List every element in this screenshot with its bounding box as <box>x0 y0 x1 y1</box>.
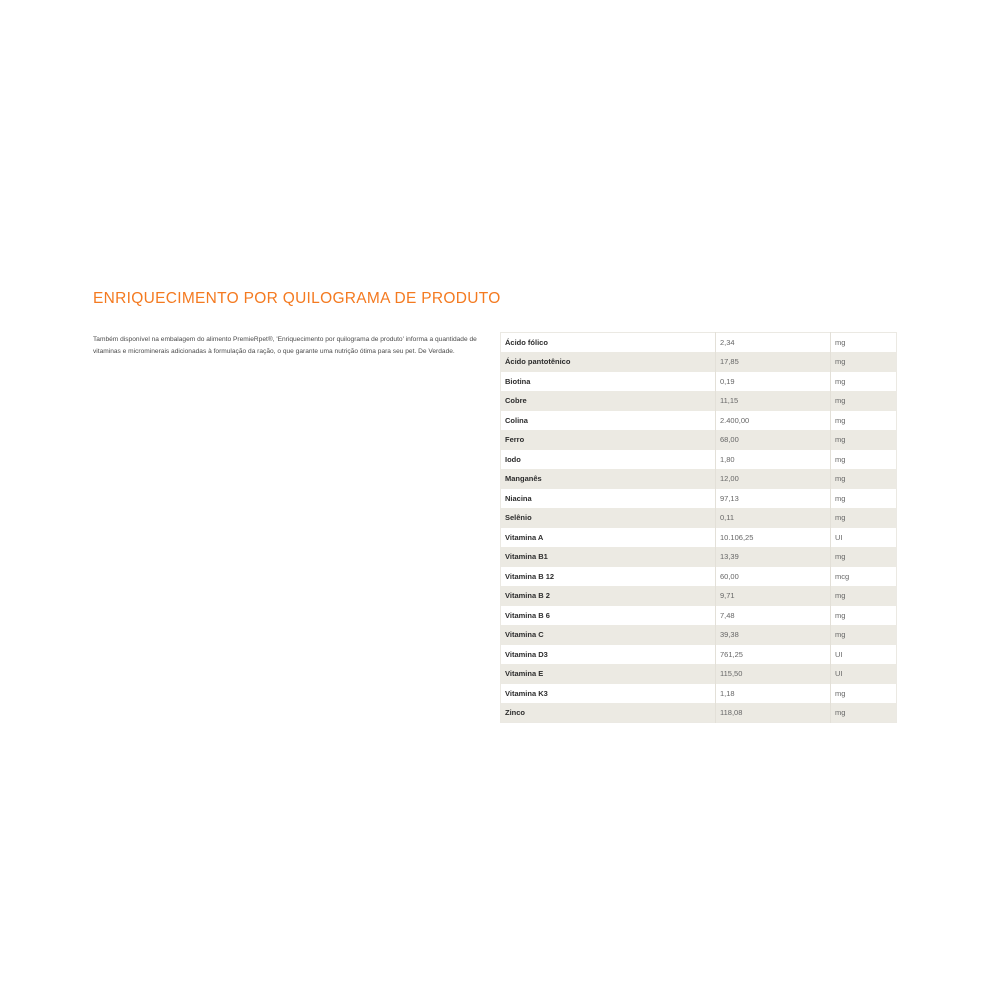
nutrient-unit: mg <box>835 630 846 640</box>
nutrient-unit: mg <box>835 552 846 562</box>
nutrient-value: 2,34 <box>716 333 831 353</box>
nutrient-name: Vitamina B 2 <box>501 586 716 606</box>
nutrient-name: Vitamina C <box>501 625 716 645</box>
nutrient-unit: mg <box>835 474 846 484</box>
section-description: Também disponível na embalagem do alimento PremieRpet®, 'Enriquecimento por quilograma de produto' informa a quantidade de vitaminas e microminerais adicionadas à formulação da ração, o que garante uma nutrição ótima para seu pet. De Verdade. <box>93 336 477 355</box>
nutrient-unit: mg <box>835 357 846 367</box>
nutrient-unit: mg <box>835 493 846 503</box>
nutrient-value: 1,80 <box>716 450 831 470</box>
nutrient-unit: UI <box>835 649 843 659</box>
table-row <box>501 528 897 548</box>
nutrient-unit: mg <box>835 688 846 698</box>
nutrient-name: Cobre <box>501 391 716 411</box>
table-row <box>501 333 897 353</box>
nutrient-value: 68,00 <box>716 430 831 450</box>
table-row <box>501 430 897 450</box>
table-row <box>501 625 897 645</box>
nutrient-value: 10.106,25 <box>716 528 831 548</box>
nutrient-value: 9,71 <box>716 586 831 606</box>
nutrient-name: Vitamina D3 <box>501 645 716 665</box>
table-row <box>501 645 897 665</box>
nutrient-value: 11,15 <box>716 391 831 411</box>
nutrient-name: Niacina <box>501 489 716 509</box>
nutrient-unit: UI <box>835 669 843 679</box>
nutrient-name: Ácido fólico <box>501 333 716 353</box>
nutrient-value: 1,18 <box>716 684 831 704</box>
nutrient-unit: UI <box>835 532 843 542</box>
table-row <box>501 703 897 723</box>
nutrient-name: Biotina <box>501 372 716 392</box>
nutrient-name: Vitamina B 12 <box>501 567 716 587</box>
nutrient-value: 115,50 <box>716 664 831 684</box>
table-row <box>501 606 897 626</box>
nutrient-name: Selênio <box>501 508 716 528</box>
nutrient-name: Manganês <box>501 469 716 489</box>
nutrient-value: 13,39 <box>716 547 831 567</box>
nutrient-name: Vitamina B1 <box>501 547 716 567</box>
nutrient-unit: mg <box>835 513 846 523</box>
nutrient-value: 2.400,00 <box>716 411 831 431</box>
nutrient-unit: mcg <box>835 571 850 581</box>
table-row <box>501 508 897 528</box>
table-row <box>501 684 897 704</box>
nutrient-name: Vitamina A <box>501 528 716 548</box>
table-row <box>501 469 897 489</box>
nutrient-unit: mg <box>835 435 846 445</box>
nutrient-value: 39,38 <box>716 625 831 645</box>
nutrient-name: Zinco <box>501 703 716 723</box>
nutrient-unit: mg <box>835 376 846 386</box>
nutrient-unit: mg <box>835 396 846 406</box>
nutrient-value: 12,00 <box>716 469 831 489</box>
table-row <box>501 547 897 567</box>
nutrient-value: 60,00 <box>716 567 831 587</box>
nutrition-table <box>500 332 897 723</box>
nutrient-value: 761,25 <box>716 645 831 665</box>
table-row <box>501 489 897 509</box>
nutrient-unit: mg <box>835 708 846 717</box>
section-title: ENRIQUECIMENTO POR QUILOGRAMA DE PRODUTO <box>93 290 501 307</box>
nutrient-value: 7,48 <box>716 606 831 626</box>
nutrient-name: Vitamina E <box>501 664 716 684</box>
table-row <box>501 586 897 606</box>
nutrient-name: Ácido pantotênico <box>501 352 716 372</box>
nutrient-unit: mg <box>835 454 846 464</box>
nutrient-name: Vitamina B 6 <box>501 606 716 626</box>
table-row <box>501 567 897 587</box>
nutrient-unit: mg <box>835 338 846 347</box>
enrichment-section <box>93 290 898 717</box>
table-row <box>501 391 897 411</box>
nutrient-name: Colina <box>501 411 716 431</box>
nutrient-unit: mg <box>835 415 846 425</box>
nutrient-name: Ferro <box>501 430 716 450</box>
nutrient-value: 0,19 <box>716 372 831 392</box>
nutrient-value: 0,11 <box>716 508 831 528</box>
nutrient-unit: mg <box>835 610 846 620</box>
table-row <box>501 372 897 392</box>
table-row <box>501 450 897 470</box>
nutrition-table-body <box>501 333 897 723</box>
table-row <box>501 664 897 684</box>
table-row <box>501 352 897 372</box>
nutrient-value: 17,85 <box>716 352 831 372</box>
nutrient-name: Vitamina K3 <box>501 684 716 704</box>
nutrient-value: 97,13 <box>716 489 831 509</box>
nutrient-name: Iodo <box>501 450 716 470</box>
nutrient-value: 118,08 <box>716 703 831 723</box>
nutrient-unit: mg <box>835 591 846 601</box>
table-row <box>501 411 897 431</box>
